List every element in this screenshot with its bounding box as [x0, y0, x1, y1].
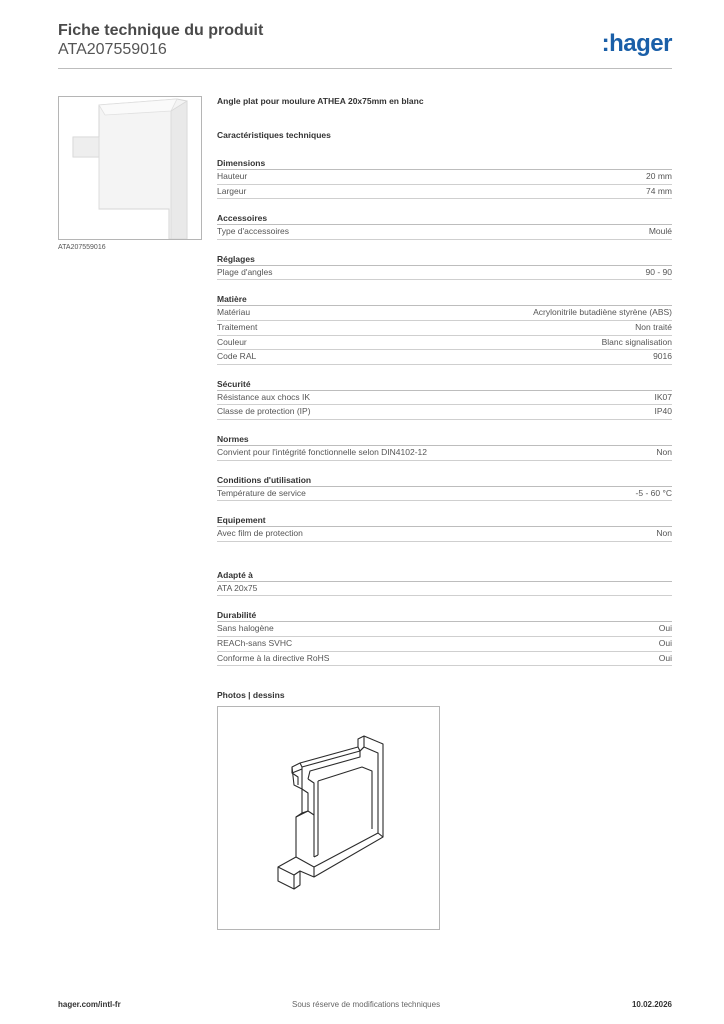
spec-value: -5 - 60 °C	[635, 487, 672, 498]
spec-sections	[217, 158, 672, 666]
page-header	[58, 22, 672, 68]
spec-label: ATA 20x75	[217, 582, 258, 593]
section-title: Sécurité	[217, 379, 672, 391]
spec-label: Type d'accessoires	[217, 226, 290, 237]
footer-date: 10.02.2026	[631, 1000, 672, 1009]
spec-value: Oui	[658, 652, 672, 663]
spec-row	[217, 266, 672, 281]
spec-value: Blanc signalisation	[601, 336, 672, 347]
spec-label: Traitement	[217, 321, 258, 332]
product-reference: ATA207559016	[58, 41, 167, 58]
section-title: Accessoires	[217, 213, 672, 225]
spec-row	[217, 487, 672, 502]
spec-value: Moulé	[648, 226, 672, 237]
footer-disclaimer: Sous réserve de modifications techniques	[292, 1000, 441, 1009]
spec-label: Conforme à la directive RoHS	[217, 652, 330, 663]
spec-row	[217, 446, 672, 461]
spec-label: Résistance aux chocs IK	[217, 391, 311, 402]
spec-value: IP40	[654, 406, 672, 417]
spec-row	[217, 336, 672, 351]
spec-row	[217, 405, 672, 420]
footer-website: hager.com/intl-fr	[58, 1000, 121, 1009]
page-title: Fiche technique du produit	[58, 22, 264, 39]
spec-label: Code RAL	[217, 351, 257, 362]
spec-section	[217, 434, 672, 461]
specs-heading: Caractéristiques techniques	[217, 130, 331, 140]
spec-row	[217, 582, 672, 597]
thumbnail-caption: ATA207559016	[58, 244, 106, 251]
spec-value: Non	[656, 446, 672, 457]
product-description: Angle plat pour moulure ATHEA 20x75mm en blanc	[217, 96, 424, 106]
spec-section	[217, 294, 672, 364]
spec-row	[217, 391, 672, 406]
section-title: Conditions d'utilisation	[217, 475, 672, 487]
header-divider	[58, 68, 672, 69]
spec-value: 9016	[653, 351, 672, 362]
spec-section	[217, 213, 672, 240]
spec-row	[217, 350, 672, 365]
spec-section	[217, 570, 672, 597]
spec-section	[217, 379, 672, 420]
spec-value: Non traité	[635, 321, 672, 332]
spec-section	[217, 254, 672, 281]
spec-value: Acrylonitrile butadiène styrène (ABS)	[533, 307, 672, 318]
spec-section	[217, 515, 672, 542]
spec-row	[217, 527, 672, 542]
spec-value: Non	[656, 528, 672, 539]
section-title: Dimensions	[217, 158, 672, 170]
section-title: Matière	[217, 294, 672, 306]
spec-value: Oui	[658, 623, 672, 634]
spec-row	[217, 225, 672, 240]
spec-label: Avec film de protection	[217, 528, 303, 539]
spec-row	[217, 321, 672, 336]
spec-label: Couleur	[217, 336, 247, 347]
spec-section	[217, 475, 672, 502]
spec-label: Sans halogène	[217, 623, 274, 634]
section-title: Durabilité	[217, 610, 672, 622]
spec-row	[217, 622, 672, 637]
spec-row	[217, 185, 672, 200]
spec-row	[217, 637, 672, 652]
flat-angle-line-drawing-icon	[218, 707, 439, 929]
section-title: Normes	[217, 434, 672, 446]
spec-row	[217, 170, 672, 185]
spec-value: Oui	[658, 637, 672, 648]
section-title: Equipement	[217, 515, 672, 527]
section-title: Réglages	[217, 254, 672, 266]
hager-logo: :hager	[601, 30, 672, 57]
photos-heading: Photos | dessins	[217, 690, 285, 701]
spec-label: Matériau	[217, 307, 251, 318]
spec-value: 20 mm	[646, 171, 672, 181]
spec-label: Largeur	[217, 185, 247, 196]
spec-label: Température de service	[217, 487, 306, 498]
spec-value: IK07	[654, 391, 672, 402]
spec-value: 74 mm	[646, 185, 672, 196]
spec-label: Plage d'angles	[217, 266, 273, 277]
spec-value: 90 - 90	[645, 266, 672, 277]
spec-row	[217, 652, 672, 667]
spec-row	[217, 306, 672, 321]
spec-label: Convient pour l'intégrité fonctionnelle selon DIN4102-12	[217, 446, 428, 457]
product-drawing-frame	[217, 706, 440, 930]
flat-angle-product-photo-icon	[59, 97, 202, 240]
spec-label: REACh-sans SVHC	[217, 637, 293, 648]
spec-section	[217, 610, 672, 666]
section-title: Adapté à	[217, 570, 672, 582]
spec-content	[217, 96, 672, 930]
product-thumbnail	[58, 96, 202, 240]
spec-section	[217, 158, 672, 199]
spec-label: Classe de protection (IP)	[217, 406, 311, 417]
spec-label: Hauteur	[217, 171, 248, 181]
